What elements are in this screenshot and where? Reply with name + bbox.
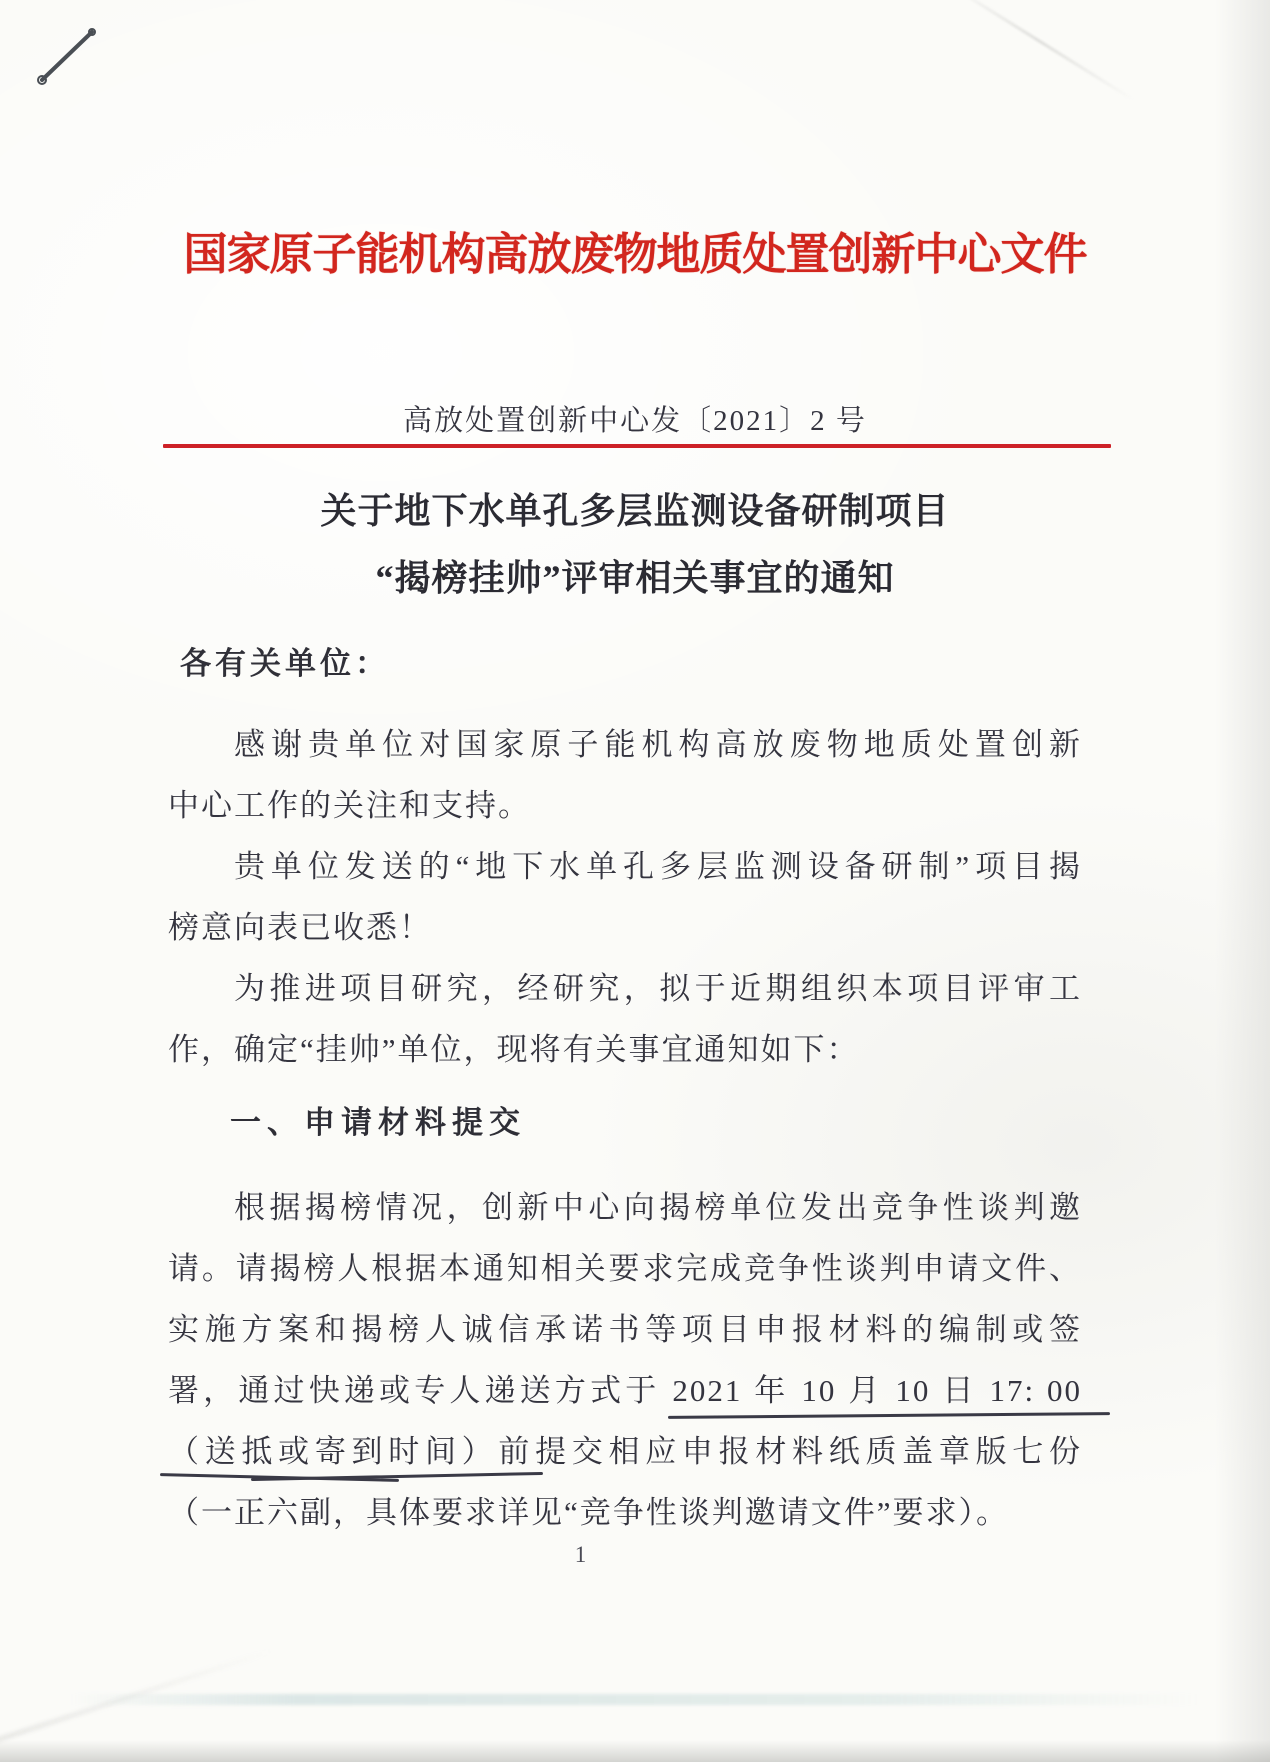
underlined-text: （送抵或寄到时间）: [168, 1434, 499, 1469]
body-line: [168, 1360, 1082, 1421]
notice-title: [0, 478, 1270, 612]
body-line: [168, 1177, 1082, 1238]
body-line: [168, 1299, 1082, 1360]
text-segment: 一、申请材料提交: [230, 1105, 526, 1140]
letterhead-title: 国家原子能机构高放废物地质处置创新中心文件: [183, 230, 1087, 279]
staple-mark: [30, 22, 120, 92]
notice-title-line1: 关于地下水单孔多层监测设备研制项目: [320, 491, 950, 531]
text-segment: 中心工作的关注和支持。: [168, 788, 531, 823]
section-heading: [168, 1092, 1082, 1153]
text-segment: 请。请揭榜人根据本通知相关要求完成竞争性谈判申请文件、: [168, 1251, 1082, 1286]
document-body: [168, 714, 1082, 1543]
letterhead-divider-rule: [163, 444, 1111, 448]
text-segment: 署，通过快递或专人递送方式于: [168, 1373, 673, 1408]
body-line: [168, 836, 1082, 897]
salutation: 各有关单位：: [180, 646, 390, 681]
notice-title-line2: “揭榜挂帅”评审相关事宜的通知: [375, 558, 895, 598]
body-line: [168, 1421, 1082, 1482]
text-segment: 实施方案和揭榜人诚信承诺书等项目申报材料的编制或签: [168, 1312, 1082, 1347]
staple-mark-graphic: [30, 22, 120, 92]
body-line: [168, 714, 1082, 775]
page-number: 1: [574, 1542, 588, 1567]
text-segment: 贵单位发送的“地下水单孔多层监测设备研制”项目揭: [234, 849, 1082, 884]
body-line: [168, 897, 1082, 958]
document-number: 高放处置创新中心发〔2021〕2 号: [403, 405, 867, 437]
text-segment: 为推进项目研究，经研究，拟于近期组织本项目评审工: [234, 971, 1082, 1006]
scan-crease-top: [946, 0, 1134, 101]
text-segment: （一正六副，具体要求详见“竞争性谈判邀请文件”要求）。: [168, 1495, 1010, 1530]
underlined-text: 2021 年 10 月 10 日 17: 00: [672, 1373, 1082, 1408]
body-line: [168, 958, 1082, 1019]
text-segment: 前提交相应申报材料纸质盖章版七份: [498, 1434, 1082, 1469]
scan-streak: [70, 1694, 1200, 1705]
body-line: [168, 1238, 1082, 1299]
body-line: [168, 775, 1082, 836]
text-segment: 根据揭榜情况，创新中心向揭榜单位发出竞争性谈判邀: [234, 1190, 1082, 1225]
body-line: [168, 1482, 1082, 1543]
text-segment: 感谢贵单位对国家原子能机构高放废物地质处置创新: [234, 727, 1082, 762]
text-segment: 作，确定“挂帅”单位，现将有关事宜通知如下：: [168, 1032, 860, 1067]
text-segment: 榜意向表已收悉！: [168, 910, 432, 945]
body-line: [168, 1019, 1082, 1080]
